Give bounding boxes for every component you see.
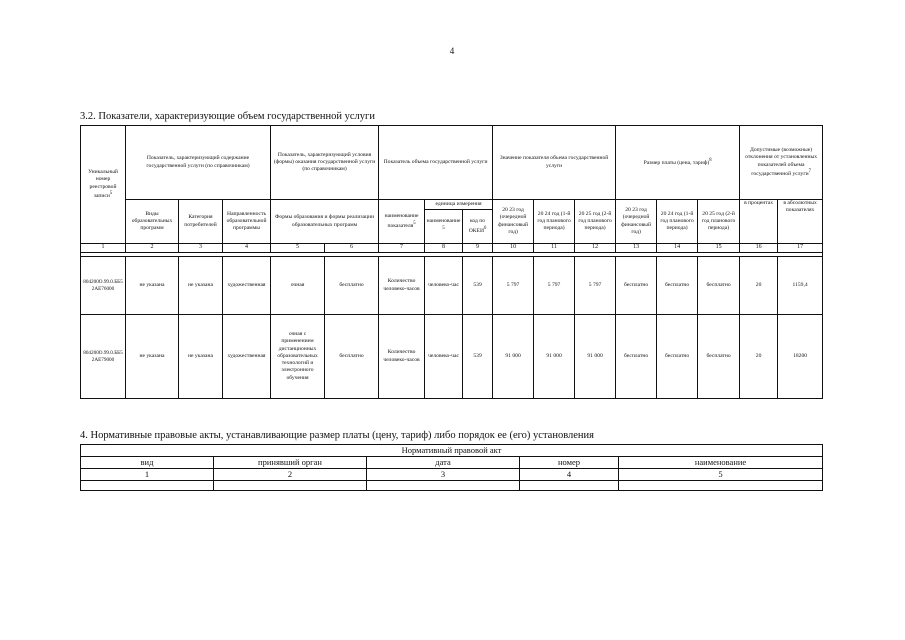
- index-cell: 4: [520, 469, 619, 481]
- header-value-2024: 20 24 год (1-й год планового периода): [534, 200, 575, 244]
- header-value-group: Значение показателя объема государственной услуги: [493, 126, 616, 200]
- section-heading-volume: 3.2. Показатели, характеризующие объем государственной услуги: [80, 111, 375, 122]
- page-number: 4: [449, 46, 455, 56]
- header-indicator-name: наименование показателя$^5$: [379, 200, 425, 244]
- cell-category: не указана: [179, 315, 223, 399]
- index-cell: 7: [379, 244, 425, 253]
- empty-cell: [619, 481, 823, 491]
- header-value-2025: 20 25 год (2-й год планового периода): [575, 200, 616, 244]
- cell-percent: 20: [740, 315, 778, 399]
- index-cell: 14: [657, 244, 698, 253]
- cell-fee-2024: бесплатно: [657, 257, 698, 315]
- volume-indicators-table: [80, 125, 823, 399]
- cell-kinds: не указана: [126, 315, 179, 399]
- cell-fee-2025: бесплатно: [698, 315, 740, 399]
- section-heading-legal-acts: 4. Нормативные правовые акты, устанавливающие размер платы (цену, тариф) либо порядок ее (его) установления: [80, 430, 594, 441]
- header-fee-group: Размер платы (цена, тариф)$^8$: [616, 126, 740, 200]
- index-cell: 17: [778, 244, 823, 253]
- cell-okei: 539: [463, 315, 493, 399]
- cell-fee-2023: бесплатно: [616, 315, 657, 399]
- index-cell: 12: [575, 244, 616, 253]
- cell-fee-2024: бесплатно: [657, 315, 698, 399]
- cell-value-2023: 5 797: [493, 257, 534, 315]
- column-header-name: наименование: [619, 457, 823, 469]
- cell-percent: 20: [740, 257, 778, 315]
- empty-cell: [520, 481, 619, 491]
- index-cell: 6: [325, 244, 379, 253]
- index-cell: 10: [493, 244, 534, 253]
- header-value-2023: 20 23 год (очередной финансовый год): [493, 200, 534, 244]
- column-header-number: номер: [520, 457, 619, 469]
- header-unit-group: единица измерения: [425, 200, 493, 210]
- cell-direction: художественная: [223, 257, 271, 315]
- table-row: [81, 315, 823, 399]
- header-forms: Формы образования и формы реализации образовательных программ: [271, 200, 379, 244]
- index-cell: 8: [425, 244, 463, 253]
- empty-cell: [367, 481, 520, 491]
- cell-category: не указана: [179, 257, 223, 315]
- cell-direction: художественная: [223, 315, 271, 399]
- cell-value-2023: 91 000: [493, 315, 534, 399]
- table-row: [81, 257, 823, 315]
- header-fee-2023: 20 23 год (очередной финансовый год): [616, 200, 657, 244]
- registry-number: 804200О.99.0.ББ52АЕ79000: [81, 315, 126, 399]
- column-header-date: дата: [367, 457, 520, 469]
- cell-fee-2023: бесплатно: [616, 257, 657, 315]
- cell-fee-2025: бесплатно: [698, 257, 740, 315]
- cell-value-2024: 91 000: [534, 315, 575, 399]
- header-fee-2024: 20 24 год (1-й год планового периода): [657, 200, 698, 244]
- header-volume-group: Показатель объема государственной услуги: [379, 126, 493, 200]
- header-direction: Направленность образовательной программы: [223, 200, 271, 244]
- index-cell: 11: [534, 244, 575, 253]
- cell-value-2024: 5 797: [534, 257, 575, 315]
- cell-form: очная: [271, 257, 325, 315]
- index-cell: 1: [81, 469, 214, 481]
- header-okei: код по ОКЕИ$^6$: [463, 210, 493, 244]
- header-conditions-group: Показатель, характеризующий условия (формы) оказания государственной услуги (по справочникам): [271, 126, 379, 200]
- index-cell: 13: [616, 244, 657, 253]
- cell-absolute: 18200: [778, 315, 823, 399]
- cell-absolute: 1159,4: [778, 257, 823, 315]
- index-cell: 15: [698, 244, 740, 253]
- header-unit-name: наименование$^5$: [425, 210, 463, 244]
- empty-cell: [214, 481, 367, 491]
- empty-cell: [81, 481, 214, 491]
- cell-indicator: Количество человеко-часов: [379, 315, 425, 399]
- index-cell: 9: [463, 244, 493, 253]
- cell-payment: бесплатно: [325, 315, 379, 399]
- index-cell: 5: [619, 469, 823, 481]
- legal-act-title: Нормативный правовой акт: [81, 445, 823, 457]
- header-absolute: в абсолютных показателях: [778, 200, 823, 244]
- header-deviation-group: Допустимые (возможные) отклонения от установленных показателей объема государственной услуги$^7$: [740, 126, 823, 200]
- index-cell: 4: [223, 244, 271, 253]
- registry-number: 804200О.99.0.ББ52АЕ76000: [81, 257, 126, 315]
- cell-unit: человеко-час: [425, 257, 463, 315]
- table-row: [81, 481, 823, 491]
- index-cell: 2: [126, 244, 179, 253]
- header-category: Категория потребителей: [179, 200, 223, 244]
- index-cell: 1: [81, 244, 126, 253]
- header-percent: в процентах: [740, 200, 778, 244]
- cell-indicator: Количество человеко-часов: [379, 257, 425, 315]
- legal-acts-table: [80, 444, 823, 491]
- column-header-kind: вид: [81, 457, 214, 469]
- cell-payment: бесплатно: [325, 257, 379, 315]
- index-cell: 16: [740, 244, 778, 253]
- index-cell: 2: [214, 469, 367, 481]
- column-header-authority: принявший орган: [214, 457, 367, 469]
- cell-value-2025: 91 000: [575, 315, 616, 399]
- index-cell: 3: [367, 469, 520, 481]
- index-cell: 5: [271, 244, 325, 253]
- header-fee-2025: 20 25 год (2-й год планового периода): [698, 200, 740, 244]
- cell-form: очная с применением дистанционных образовательных технологий и электронного обучения: [271, 315, 325, 399]
- cell-okei: 539: [463, 257, 493, 315]
- cell-value-2025: 5 797: [575, 257, 616, 315]
- index-cell: 3: [179, 244, 223, 253]
- cell-kinds: не указана: [126, 257, 179, 315]
- header-content-group: Показатель, характеризующий содержание государственной услуги (по справочникам): [126, 126, 271, 200]
- header-kinds: Виды образовательных программ: [126, 200, 179, 244]
- cell-unit: человеко-час: [425, 315, 463, 399]
- header-unique-number: Уникальный номер реестровой записи$^5$: [81, 126, 126, 244]
